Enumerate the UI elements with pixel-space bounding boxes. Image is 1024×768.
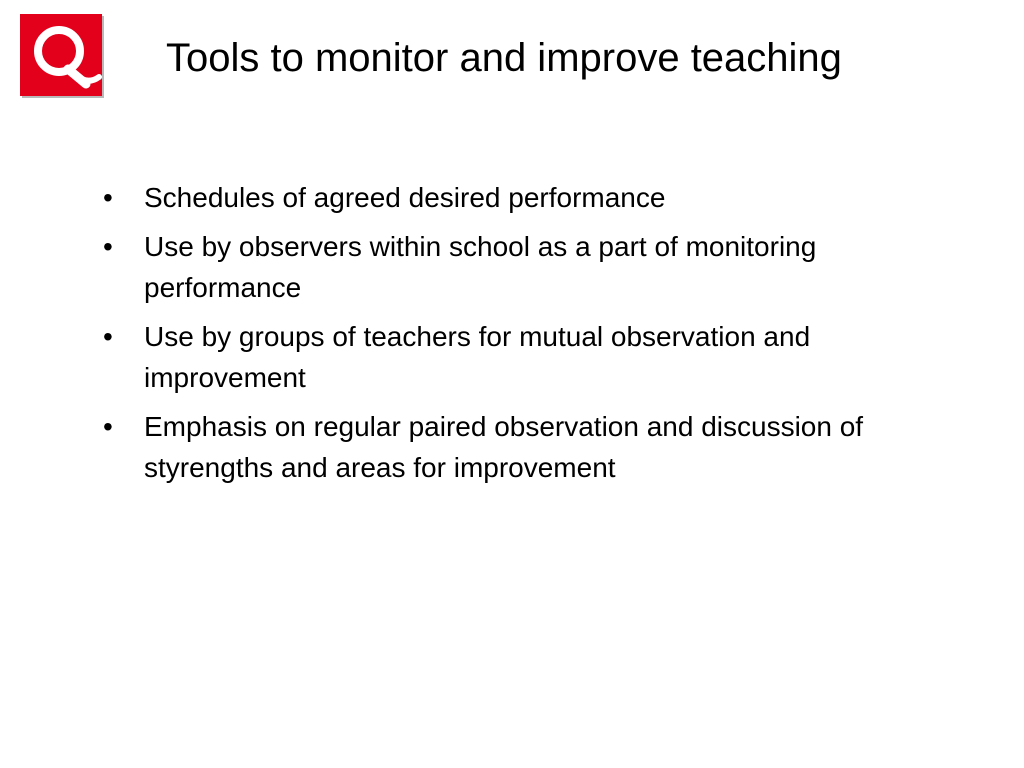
bullet-item	[100, 226, 910, 308]
bullet-text: Emphasis on regular paired observation and discussion of styrengths and areas for improvement	[144, 411, 864, 483]
q-logo-icon	[20, 14, 104, 98]
bullet-item	[100, 316, 910, 398]
bullet-item	[100, 406, 910, 488]
bullet-text: Use by groups of teachers for mutual observation and improvement	[144, 321, 811, 393]
bullet-point-icon: •	[103, 231, 113, 262]
bullet-point-icon: •	[103, 182, 113, 213]
q-logo-graphic	[20, 14, 104, 98]
bullet-item	[100, 177, 910, 218]
bullet-list	[100, 177, 910, 496]
bullet-point-icon: •	[103, 321, 113, 352]
bullet-point-icon: •	[103, 411, 113, 442]
slide-title: Tools to monitor and improve teaching	[166, 36, 842, 80]
bullet-text: Schedules of agreed desired performance	[144, 182, 666, 213]
bullet-text: Use by observers within school as a part of monitoring performance	[144, 231, 817, 303]
